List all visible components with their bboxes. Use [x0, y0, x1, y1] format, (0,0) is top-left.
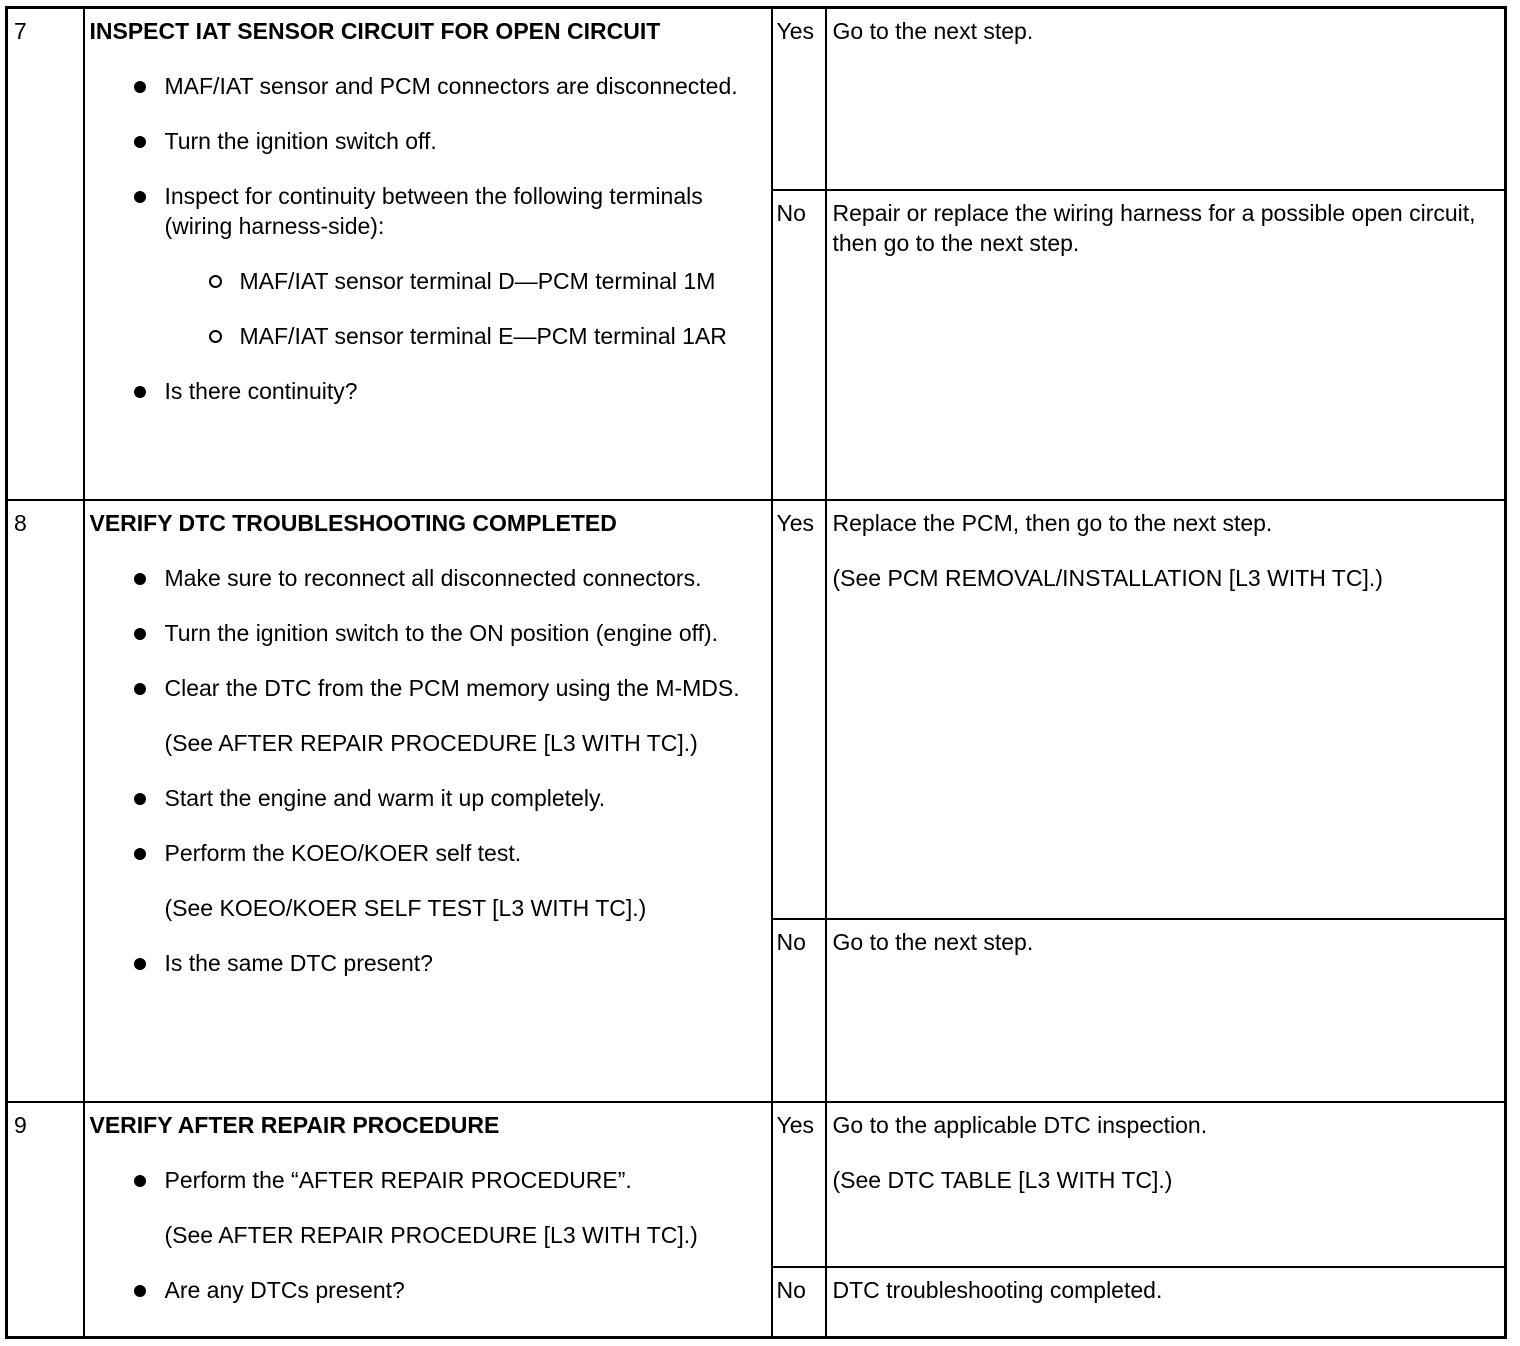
step-8-bullet-list — [90, 563, 761, 978]
step-number: 9 — [7, 1102, 84, 1338]
reference-note: (See AFTER REPAIR PROCEDURE [L3 WITH TC].) — [164, 729, 698, 756]
reference-note: (See DTC TABLE [L3 WITH TC].) — [832, 1166, 1173, 1193]
bullet-item: Turn the ignition switch off. — [165, 126, 761, 156]
step-title: VERIFY DTC TROUBLESHOOTING COMPLETED — [89, 509, 617, 536]
yes-label: Yes — [772, 500, 826, 919]
yes-action-cell — [826, 500, 1506, 919]
step-9-bullet-list — [90, 1165, 761, 1305]
no-label: No — [772, 190, 826, 500]
yes-label: Yes — [772, 8, 826, 190]
bullet-item — [165, 838, 761, 923]
bullet-item — [165, 1165, 761, 1250]
step-number: 7 — [7, 8, 84, 500]
step-7-inspection — [84, 8, 772, 500]
bullet-item — [165, 181, 761, 351]
step-title: VERIFY AFTER REPAIR PROCEDURE — [89, 1111, 500, 1138]
bullet-item: Turn the ignition switch to the ON position (engine off). — [165, 618, 761, 648]
bullet-item-question: Is the same DTC present? — [165, 948, 761, 978]
sub-bullet-item: MAF/IAT sensor terminal D—PCM terminal 1M — [240, 266, 761, 296]
reference-note: (See PCM REMOVAL/INSTALLATION [L3 WITH TC].) — [832, 564, 1383, 591]
no-action: Go to the next step. — [826, 919, 1506, 1102]
bullet-item: Make sure to reconnect all disconnected connectors. — [165, 563, 761, 593]
terminal-sub-list — [165, 266, 761, 351]
bullet-item-question: Are any DTCs present? — [165, 1275, 761, 1305]
step-number: 8 — [7, 500, 84, 1102]
bullet-item — [165, 673, 761, 758]
step-title: INSPECT IAT SENSOR CIRCUIT FOR OPEN CIRCUIT — [89, 18, 661, 44]
reference-note: (See AFTER REPAIR PROCEDURE [L3 WITH TC].) — [164, 1221, 698, 1248]
step-9-inspection — [84, 1102, 772, 1338]
bullet-item-text: Clear the DTC from the PCM memory using the M-MDS. — [164, 674, 740, 701]
step-9-yes-row — [7, 1102, 1506, 1267]
bullet-item: MAF/IAT sensor and PCM connectors are disconnected. — [165, 71, 761, 101]
no-action: Repair or replace the wiring harness for a possible open circuit, then go to the next step. — [826, 190, 1506, 500]
dtc-troubleshooting-table — [5, 6, 1507, 1339]
step-7-bullet-list — [90, 71, 761, 406]
no-label: No — [772, 919, 826, 1102]
no-label: No — [772, 1267, 826, 1338]
step-8-inspection — [84, 500, 772, 1102]
yes-action: Replace the PCM, then go to the next step. — [832, 509, 1273, 536]
yes-action: Go to the next step. — [826, 8, 1506, 190]
bullet-item: Start the engine and warm it up completely. — [165, 783, 761, 813]
bullet-item-text: Inspect for continuity between the following terminals (wiring harness-side): — [164, 183, 703, 239]
reference-note: (See KOEO/KOER SELF TEST [L3 WITH TC].) — [164, 894, 647, 921]
yes-label: Yes — [772, 1102, 826, 1267]
sub-bullet-item: MAF/IAT sensor terminal E—PCM terminal 1AR — [240, 321, 761, 351]
yes-action-cell — [826, 1102, 1506, 1267]
yes-action: Go to the applicable DTC inspection. — [832, 1111, 1208, 1138]
step-7-yes-row — [7, 8, 1506, 190]
bullet-item-text: Perform the KOEO/KOER self test. — [164, 839, 522, 866]
bullet-item-text: Perform the “AFTER REPAIR PROCEDURE”. — [164, 1166, 632, 1193]
bullet-item-question: Is there continuity? — [165, 376, 761, 406]
step-8-yes-row — [7, 500, 1506, 919]
no-action: DTC troubleshooting completed. — [826, 1267, 1506, 1338]
